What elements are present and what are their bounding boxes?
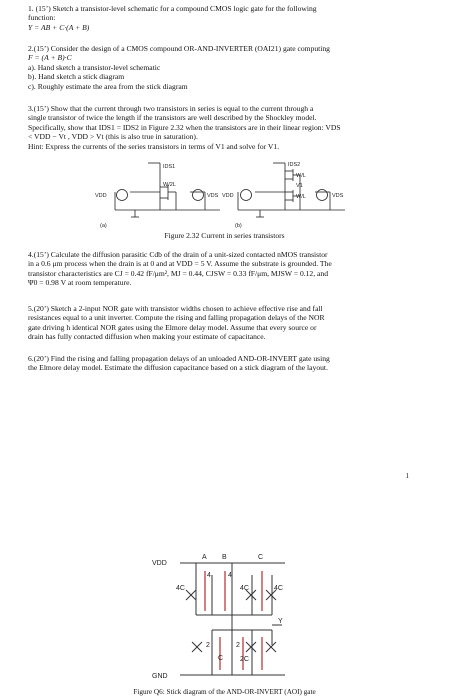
fig-b-vds-source [317,190,328,201]
q6-line-1: 6.(20’) Find the rising and falling propagation delays of an unloaded AND-OR-INVERT gate using [28,354,330,363]
question-3 [28,104,423,151]
q2-part-a: a). Hand sketch a transistor-level schematic [28,62,161,72]
q1-line-1: 1. (15’) Sketch a transistor-level schematic for a compound CMOS logic gate for the following [28,4,317,13]
figure-2-32-series-transistors [0,155,449,255]
q3-line-5: Hint: Express the currents of the series transistors in terms of V1 and solve for V1. [28,141,280,151]
q4-line-1: 4.(15’) Calculate the diffusion parasitic Cdb of the drain of a unit-sized contacted nMOS transistor [28,250,328,259]
q2-part-c: c). Roughly estimate the area from the stick diagram [28,81,188,91]
q5-line-1: 5.(20’) Sketch a 2-input NOR gate with transistor widths chosen to achieve effective rise and fall [28,304,323,313]
vdd-a-label: VDD [95,193,107,199]
figure-q6-caption: Figure Q6: Stick diagram of the AND-OR-INVERT (AOI) gate [133,688,316,696]
w2l-label: W/2L [163,182,176,188]
fig-a-vds-source [193,190,204,201]
q4-line-4: Ψ0 = 0.98 V at room temperature. [28,278,132,288]
question-1 [28,4,423,32]
q4-line-2: in a 0.6 μm process when the drain is at 0 and at VDD = 5 V. Assume the substrate is grounded. The [28,259,332,269]
fig-b-label: (b) [235,223,242,229]
q5-line-3: gate driving h identical NOR gates using the Elmore delay model. Assume that every source or [28,322,317,332]
gnd-label: GND [152,673,168,680]
width-4-a: 4 [207,572,211,579]
question-4 [28,250,423,288]
q3-line-1: 3.(15’) Show that the current through two transistors in series is equal to the current through a [28,104,314,113]
wl-top-label: W/L [296,173,306,179]
width-4c-right: 4C [274,585,283,592]
input-b-label: B [222,554,227,561]
q3-line-4: < VDD − Vt , VDD > Vt (this is also true in saturation). [28,132,198,142]
q2-line-1: 2.(15’) Consider the design of a CMOS compound OR-AND-INVERTER (OAI21) gate computing [28,44,330,53]
width-2c: 2C [240,656,249,663]
width-4-b: 4 [228,572,232,579]
v1-label: V1 [296,183,303,189]
q4-line-3: transistor characteristics are CJ = 0.42 fF/μm², MJ = 0.44, CJSW = 0.33 fF/μm, MJSW = 0.12, and [28,268,328,278]
q1-formula: Y = AB + C·(A + B) [28,22,90,32]
question-2 [28,44,423,91]
input-c-label: C [258,554,264,561]
figure-q6-stick-diagram [0,545,449,700]
c-bottom-label: C [218,655,224,662]
width-2-left: 2 [206,642,210,649]
q5-line-2: resistances equal to a unit inverter. Compute the rising and falling propagation delays of the NOR [28,313,325,323]
page-number: 1 [405,472,409,480]
question-5 [28,304,423,342]
ids2-label: IDS2 [288,162,301,168]
ids1-label: IDS1 [163,164,176,170]
q2-formula: F = (A + B)·C [28,53,72,63]
fig-a-label: (a) [100,223,107,229]
q1-line-2: function: [28,13,56,23]
wl-bottom-label: W/L [296,194,306,200]
q3-line-2: single transistor of twice the length if the transistors are well described by the Shockley model. [28,113,317,123]
q5-line-4: drain has fully contacted diffusion when making your estimate of capacitance. [28,332,266,342]
fig-a-vdd-source [117,190,128,201]
fig-b-vdd-source [241,190,252,201]
width-4c-mid: 4C [240,585,249,592]
width-4c-left: 4C [176,585,185,592]
vdd-b-label: VDD [222,193,234,199]
width-2-right: 2 [236,642,240,649]
input-a-label: A [202,554,207,561]
question-6 [28,354,423,373]
q2-part-b: b). Hand sketch a stick diagram [28,72,125,82]
output-y-label: Y [278,618,283,625]
q6-line-2: the Elmore delay model. Estimate the diffusion capacitance based on a stick diagram of the layout. [28,363,328,373]
vdd-label: VDD [152,560,167,567]
vds-b-label: VDS [332,193,344,199]
figure-2-32-caption: Figure 2.32 Current in series transistors [164,231,285,240]
q3-line-3: Specifically, show that IDS1 = IDS2 in Figure 2.32 when the transistors are in their linear region: VDS [28,122,341,132]
vds-a-label: VDS [207,193,219,199]
